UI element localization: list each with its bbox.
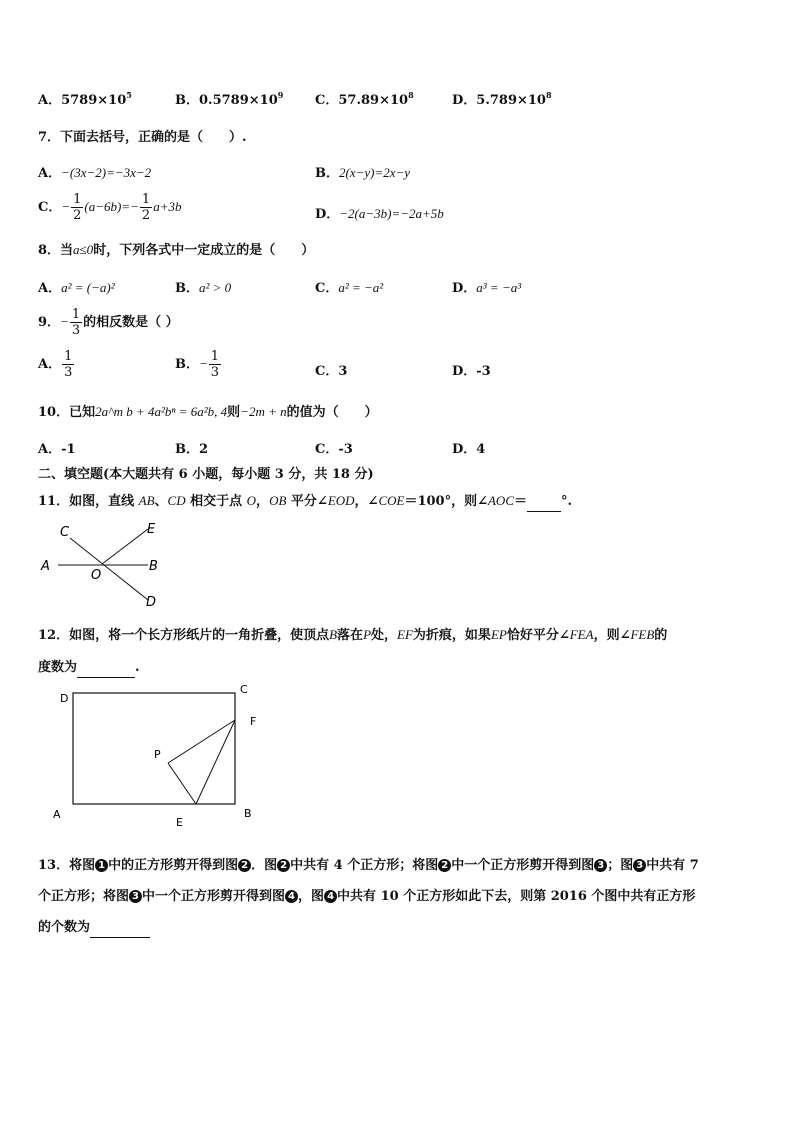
q8-option-b: B．a² > 0 [175,280,232,296]
q8-option-a: A．a² = (−a)² [38,280,115,296]
circled-number-1: 1 [95,859,108,872]
label-a: A [41,559,50,574]
q12-stem-line1: 12．如图，将一个长方形纸片的一角折叠，使顶点B落在P处，EF为折痕，如果EP恰好平分∠FEA，则∠FEB的 [38,627,668,643]
q7-stem: 7．下面去括号，正确的是（ ）. [38,130,247,145]
q12-figure [48,680,268,830]
answer-blank [527,496,561,512]
label-b: B [149,559,158,574]
circled-number-3: 3 [129,890,142,903]
fraction: $\frac{1}{2}$ [73,192,82,223]
label-c: C [240,683,248,696]
q9-stem: 9．− $\frac{1}{3}$ 的相反数是（ ） [38,307,179,338]
fraction: $\frac{1}{3}$ [210,349,220,380]
label-e: E [176,816,183,829]
label-p: P [154,748,161,761]
label-d: D [146,595,157,610]
label-d: D [60,692,69,705]
q6-option-b: B．$0.5789\times 10^9$ [175,90,284,108]
label-c: C [60,525,70,540]
answer-blank [77,662,135,678]
circled-number-2: 2 [238,859,251,872]
q12-stem-line2: 度数为 . [38,656,140,678]
fraction: $\frac{1}{3}$ [71,307,81,338]
q7-option-b: B．2(x−y)=2x−y [315,165,411,181]
q10-option-b: B．2 [175,442,209,457]
circled-number-2: 2 [438,859,451,872]
label-b: B [244,807,252,820]
q7-option-a: A．−(3x−2)=−3x−2 [38,165,152,181]
q6-option-d: D．$5.789\times 10^8$ [452,90,552,108]
q10-stem: 10．已知2a^m b + 4a²bⁿ = 6a²b, 4则−2m + n的值为（ ） [38,404,378,420]
q13-line1: 13．将图 1 中的正方形剪开得到图 2 ．图 2 中共有 4 个正方形；将图 2 中一个正方形剪开得到图 3 ；图 3 中共有 7 [38,858,699,873]
answer-blank [90,922,150,938]
q11-stem: 11．如图，直线 AB、CD 相交于点 O，OB 平分∠EOD，∠COE＝100°，则∠AOC＝ °. [38,490,572,512]
label-a: A [53,808,61,821]
q9-option-b: B．− $\frac{1}{3}$ [175,349,220,380]
line-cd [70,538,148,600]
q13-line2: 个正方形；将图 3 中一个正方形剪开得到图 4 ，图 4 中共有 10 个正方形如此下去，则第 2016 个图中共有正方形 [38,889,696,904]
q10-option-a: A．-1 [38,442,76,457]
circled-number-3: 3 [594,859,607,872]
q7-option-d: D．−2(a−3b)=−2a+5b [315,206,444,222]
circled-number-4: 4 [324,890,337,903]
circled-number-2: 2 [277,859,290,872]
q10-option-c: C．-3 [315,442,353,457]
section-title: 二、填空题(本大题共有 6 小题，每小题 3 分，共 18 分) [38,467,374,482]
q9-option-c: C．3 [315,364,348,379]
q8-option-d: D．a³ = −a³ [452,280,522,296]
q9-option-d: D．-3 [452,364,491,379]
circled-number-3: 3 [633,859,646,872]
ray-oe [102,529,148,564]
q8-stem: 8．当a≤0时，下列各式中一定成立的是（ ） [38,242,315,258]
q7-option-c: C．− $\frac{1}{2}$ (a−6b)=− $\frac{1}{2}$ a+3b [38,192,182,223]
segment-ep [168,763,196,804]
circled-number-4: 4 [285,890,298,903]
q6-option-c: C．$57.89\times 10^8$ [315,90,414,108]
fraction: $\frac{1}{2}$ [141,192,151,223]
q11-figure [36,516,170,612]
q10-option-d: D．4 [452,442,486,457]
label-f: F [250,715,257,728]
label-o: O [91,568,102,583]
q8-option-c: C．a² = −a² [315,280,384,296]
q9-option-a: A． $\frac{1}{3}$ [38,349,73,380]
q6-option-a: A．$5789\times 10^5$ [38,90,132,108]
q13-line3: 的个数为 [38,916,150,938]
fraction: $\frac{1}{3}$ [64,349,73,380]
label-e: E [147,522,156,537]
